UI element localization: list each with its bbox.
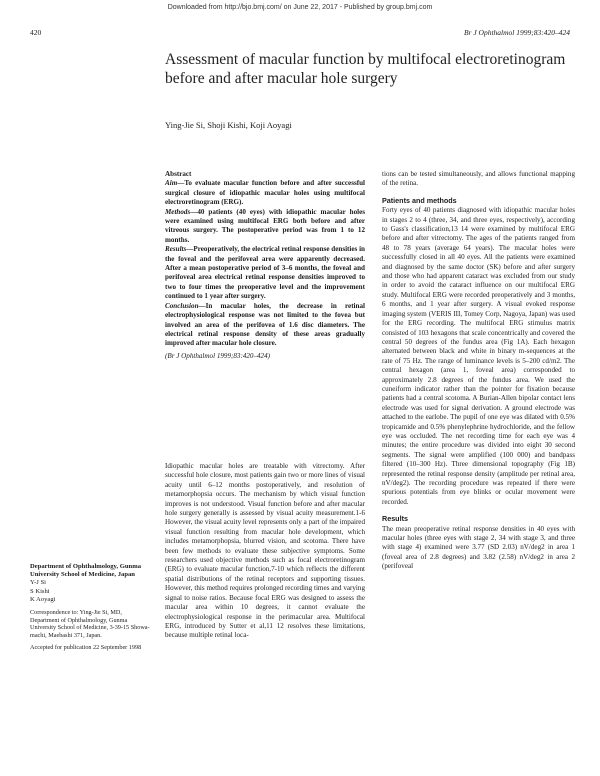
introduction-text: Idiopathic macular holes are treatable with vitrectomy. After successful hole closure, most patients gain two or more lines of visual acuity until 6–12 months postoperatively, and resolution of metamorphopsia occurs. The mechanism by which visual function improves is not understood. Visual function before and after macular hole surgery generally is assessed by visual acuity measurement.1-6 However, the visual acuity level represents only a part of the impaired visual function resulting from macular hole development, which includes metamorphopsia, blurred vision, and scotoma. There have been few methods to evaluate these subjective symptoms. Some researchers used objective methods such as focal electroretinogram (ERG) to evaluate macular function,7-10 which reflects the different spatial distributions of the retinal receptors and supporting tissues. However, this method requires prolonged recording times and varying signal to noise ratios. Because focal ERG was designed to assess the macular area within 10 degrees, it cannot evaluate the electrophysiological response in the perimacular area. Multifocal ERG, introduced by Sutter et al,11 12 resolves these limitations, because multiple retinal loca- xyxy=(165,462,365,640)
affiliation-sidebar xyxy=(30,563,152,652)
article-title: Assessment of macular function by multifocal electroretinogram before and after macular hole surgery xyxy=(165,51,566,87)
abstract-results: Results—Preoperatively, the electrical retinal response densities in the foveal and the perifoveal area were apparently decreased. After a mean postoperative period of 3–6 months, the foveal and perifoveal area electrical retinal response densities improved to two to four times the preoperative level and the improvement continued to 1 year after surgery. xyxy=(165,245,365,301)
methods-text: Forty eyes of 40 patients diagnosed with idiopathic macular holes in stages 2 to 4 (three, 34, and three eyes, respectively), according to Gass's classification,13 14 were examined by multifocal ERG before and after vitrectomy. The ages of the patients ranged from 48 to 78 years (average 64 years). The macular holes were successfully closed in all 40 eyes. All the patients were examined and diagnosed by the same doctor (SK) before and after surgery and those who had apparent cataract was excluded from our study in order to avoid the cataract influence on our multifocal ERG study. Multifocal ERG were recorded preoperatively and 3 months, 6 months, and 1 year after surgery. A visual evoked response imaging system (VERIS III, Tomey Corp, Nagoya, Japan) was used for the ERG recording. The multifocal ERG stimulus matrix consisted of 103 hexagons that scale concentrically and covered the central 50 degrees of the fundus area (Fig 1A). Each hexagon alternated between black and white in binary m-sequences at the rate of 75 Hz. The range of luminance levels is 5–200 cd/m2. The central hexagon (area 1, foveal area) corresponded to approximately 2.8 degrees of the fundus area. We used the cuneiform indicator rather than the pointer for fixation because patients had a central scotoma. A Burian-Allen bipolar contact lens electrode was used for signal derivation. A ground electrode was attached to the earlobe. The pupil of one eye was dilated with 0.5% tropicamide and 0.5% phenylephrine hydrochloride, and the fellow eye was occluded. The net recording time for each eye was 4 minutes; the entire procedure was divided into eight 30 second segments. The signal were amplified (100 000) and bandpass filtered (10–300 Hz). Three dimensional topography (Fig 1B) represented the retinal response density (amplitude per retinal area, nV/deg2). The recording procedure was repeated if there were spurious potentials from eye blinks or ocular movement were recorded. xyxy=(382,206,575,506)
affiliation-department: Department of Ophthalmology, Gunma University School of Medicine, Japan xyxy=(30,563,141,579)
abstract-conclusion: Conclusion—In macular holes, the decrease in retinal electrophysiological response was not limited to the fovea but involved an area of the perifovea of 1.6 disc diameters. The electrical retinal response density of these areas gradually improved after macular hole closure. xyxy=(165,301,365,348)
results-heading: Results xyxy=(382,514,408,524)
abstract-methods: Methods—40 patients (40 eyes) with idiopathic macular holes were examined using multifocal ERG both before and after vitreous surgery. The postoperative period was from 1 to 12 months. xyxy=(165,207,365,244)
right-column xyxy=(382,170,575,572)
download-banner[interactable]: Downloaded from http://bjo.bmj.com/ on June 22, 2017 - Published by group.bmj.com xyxy=(167,4,433,11)
abstract-heading: Abstract xyxy=(165,170,192,178)
abstract-citation: (Br J Ophthalmol 1999;83:420–424) xyxy=(165,351,271,360)
abstract-aim: Aim—To evaluate macular function before and after successful surgical closure of idiopathic macular holes using multifocal electroretinogram (ERG). xyxy=(165,179,365,207)
affiliation-authors: Y-J Si S Kishi K Aoyagi xyxy=(30,579,56,603)
abstract-block xyxy=(165,170,365,361)
article-authors: Ying-Jie Si, Shoji Kishi, Koji Aoyagi xyxy=(165,120,292,130)
page-number: 420 xyxy=(30,28,42,37)
journal-reference: Br J Ophthalmol 1999;83:420–424 xyxy=(463,28,570,37)
accepted-date: Accepted for publication 22 September 1998 xyxy=(30,644,142,652)
methods-heading: Patients and methods xyxy=(382,195,457,205)
intro-continuation: tions can be tested simultaneously, and allows functional mapping of the retina. xyxy=(382,170,575,188)
results-text: The mean preoperative retinal response densities in 40 eyes with macular holes (three eyes with stage 2, 34 with stage 3, and three with stage 4) examined were 3.77 (SD 2.03) nV/deg2 in area 1 (foveal area of 2.8 degrees) and 3.82 (2.58) nV/deg2 in area 2 (perifoveal xyxy=(382,524,575,571)
correspondence-address: Correspondence to: Ying-Jie Si, MD, Department of Ophthalmology, Gunma University School of Medicine, 3-39-15 Showa-machi, Maebashi 371, Japan. xyxy=(30,609,150,639)
